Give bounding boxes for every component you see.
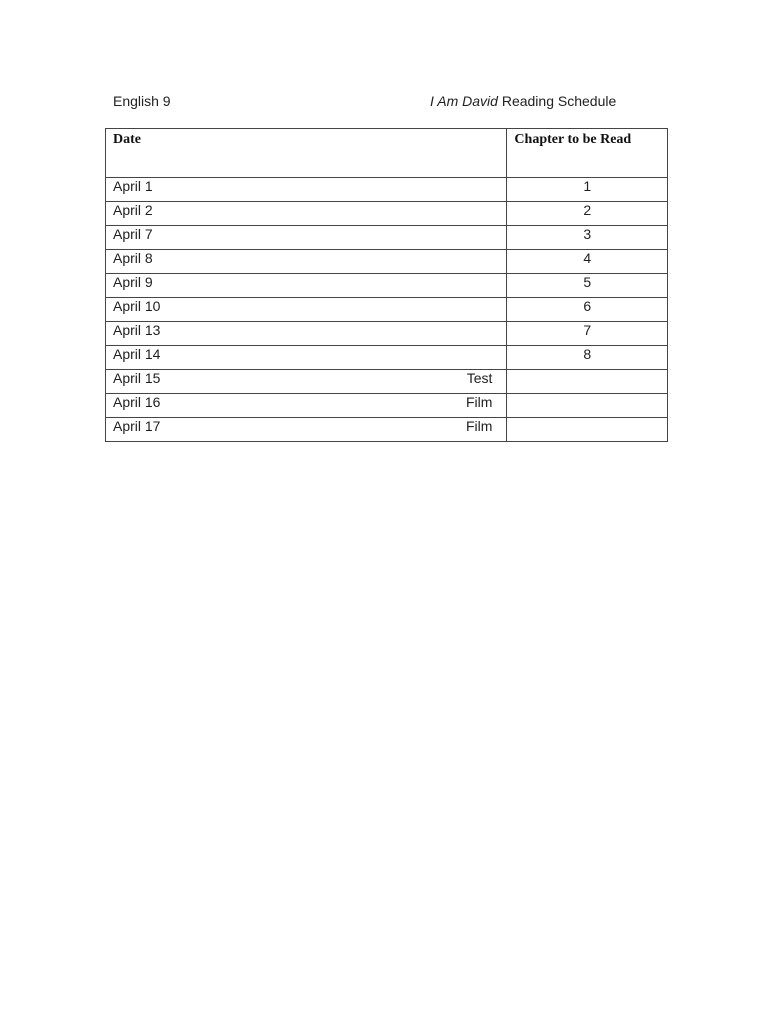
date-text: April 17: [113, 418, 161, 434]
date-cell: [106, 370, 507, 394]
table-row: [106, 274, 668, 298]
date-cell: [106, 322, 507, 346]
schedule-title: [430, 93, 616, 109]
chapter-cell: [507, 418, 668, 442]
table-header-row: [106, 129, 668, 178]
date-cell: [106, 226, 507, 250]
chapter-cell: 2: [507, 202, 668, 226]
table-row: [106, 250, 668, 274]
date-text: April 2: [113, 202, 153, 218]
table-row: [106, 298, 668, 322]
table-row: [106, 322, 668, 346]
date-text: April 7: [113, 226, 153, 242]
table-row: [106, 202, 668, 226]
table-row: [106, 394, 668, 418]
chapter-cell: 6: [507, 298, 668, 322]
table-row: [106, 370, 668, 394]
date-text: April 15: [113, 370, 161, 386]
date-text: April 14: [113, 346, 161, 362]
note-text: Film: [465, 418, 493, 434]
date-cell: [106, 178, 507, 202]
table-row: [106, 226, 668, 250]
date-column-header: Date: [106, 129, 507, 178]
chapter-cell: 3: [507, 226, 668, 250]
table-row: [106, 418, 668, 442]
date-cell: [106, 346, 507, 370]
date-text: April 8: [113, 250, 153, 266]
schedule-label: Reading Schedule: [497, 93, 617, 109]
course-title: English 9: [113, 93, 171, 109]
chapter-cell: 1: [507, 178, 668, 202]
date-cell: [106, 274, 507, 298]
reading-schedule-table: [105, 128, 668, 442]
chapter-column-header: Chapter to be Read: [507, 129, 668, 178]
date-text: April 9: [113, 274, 153, 290]
date-text: April 1: [113, 178, 153, 194]
chapter-cell: 7: [507, 322, 668, 346]
chapter-cell: 8: [507, 346, 668, 370]
note-text: Test: [466, 370, 493, 386]
date-text: April 16: [113, 394, 161, 410]
chapter-cell: 5: [507, 274, 668, 298]
chapter-cell: [507, 370, 668, 394]
date-cell: [106, 298, 507, 322]
note-text: Film: [465, 394, 493, 410]
date-cell: [106, 250, 507, 274]
date-cell: [106, 202, 507, 226]
date-cell: [106, 394, 507, 418]
table-row: [106, 178, 668, 202]
chapter-cell: [507, 394, 668, 418]
book-title: I Am David: [430, 93, 498, 109]
date-text: April 13: [113, 322, 161, 338]
table-row: [106, 346, 668, 370]
chapter-cell: 4: [507, 250, 668, 274]
date-text: April 10: [113, 298, 161, 314]
date-cell: [106, 418, 507, 442]
